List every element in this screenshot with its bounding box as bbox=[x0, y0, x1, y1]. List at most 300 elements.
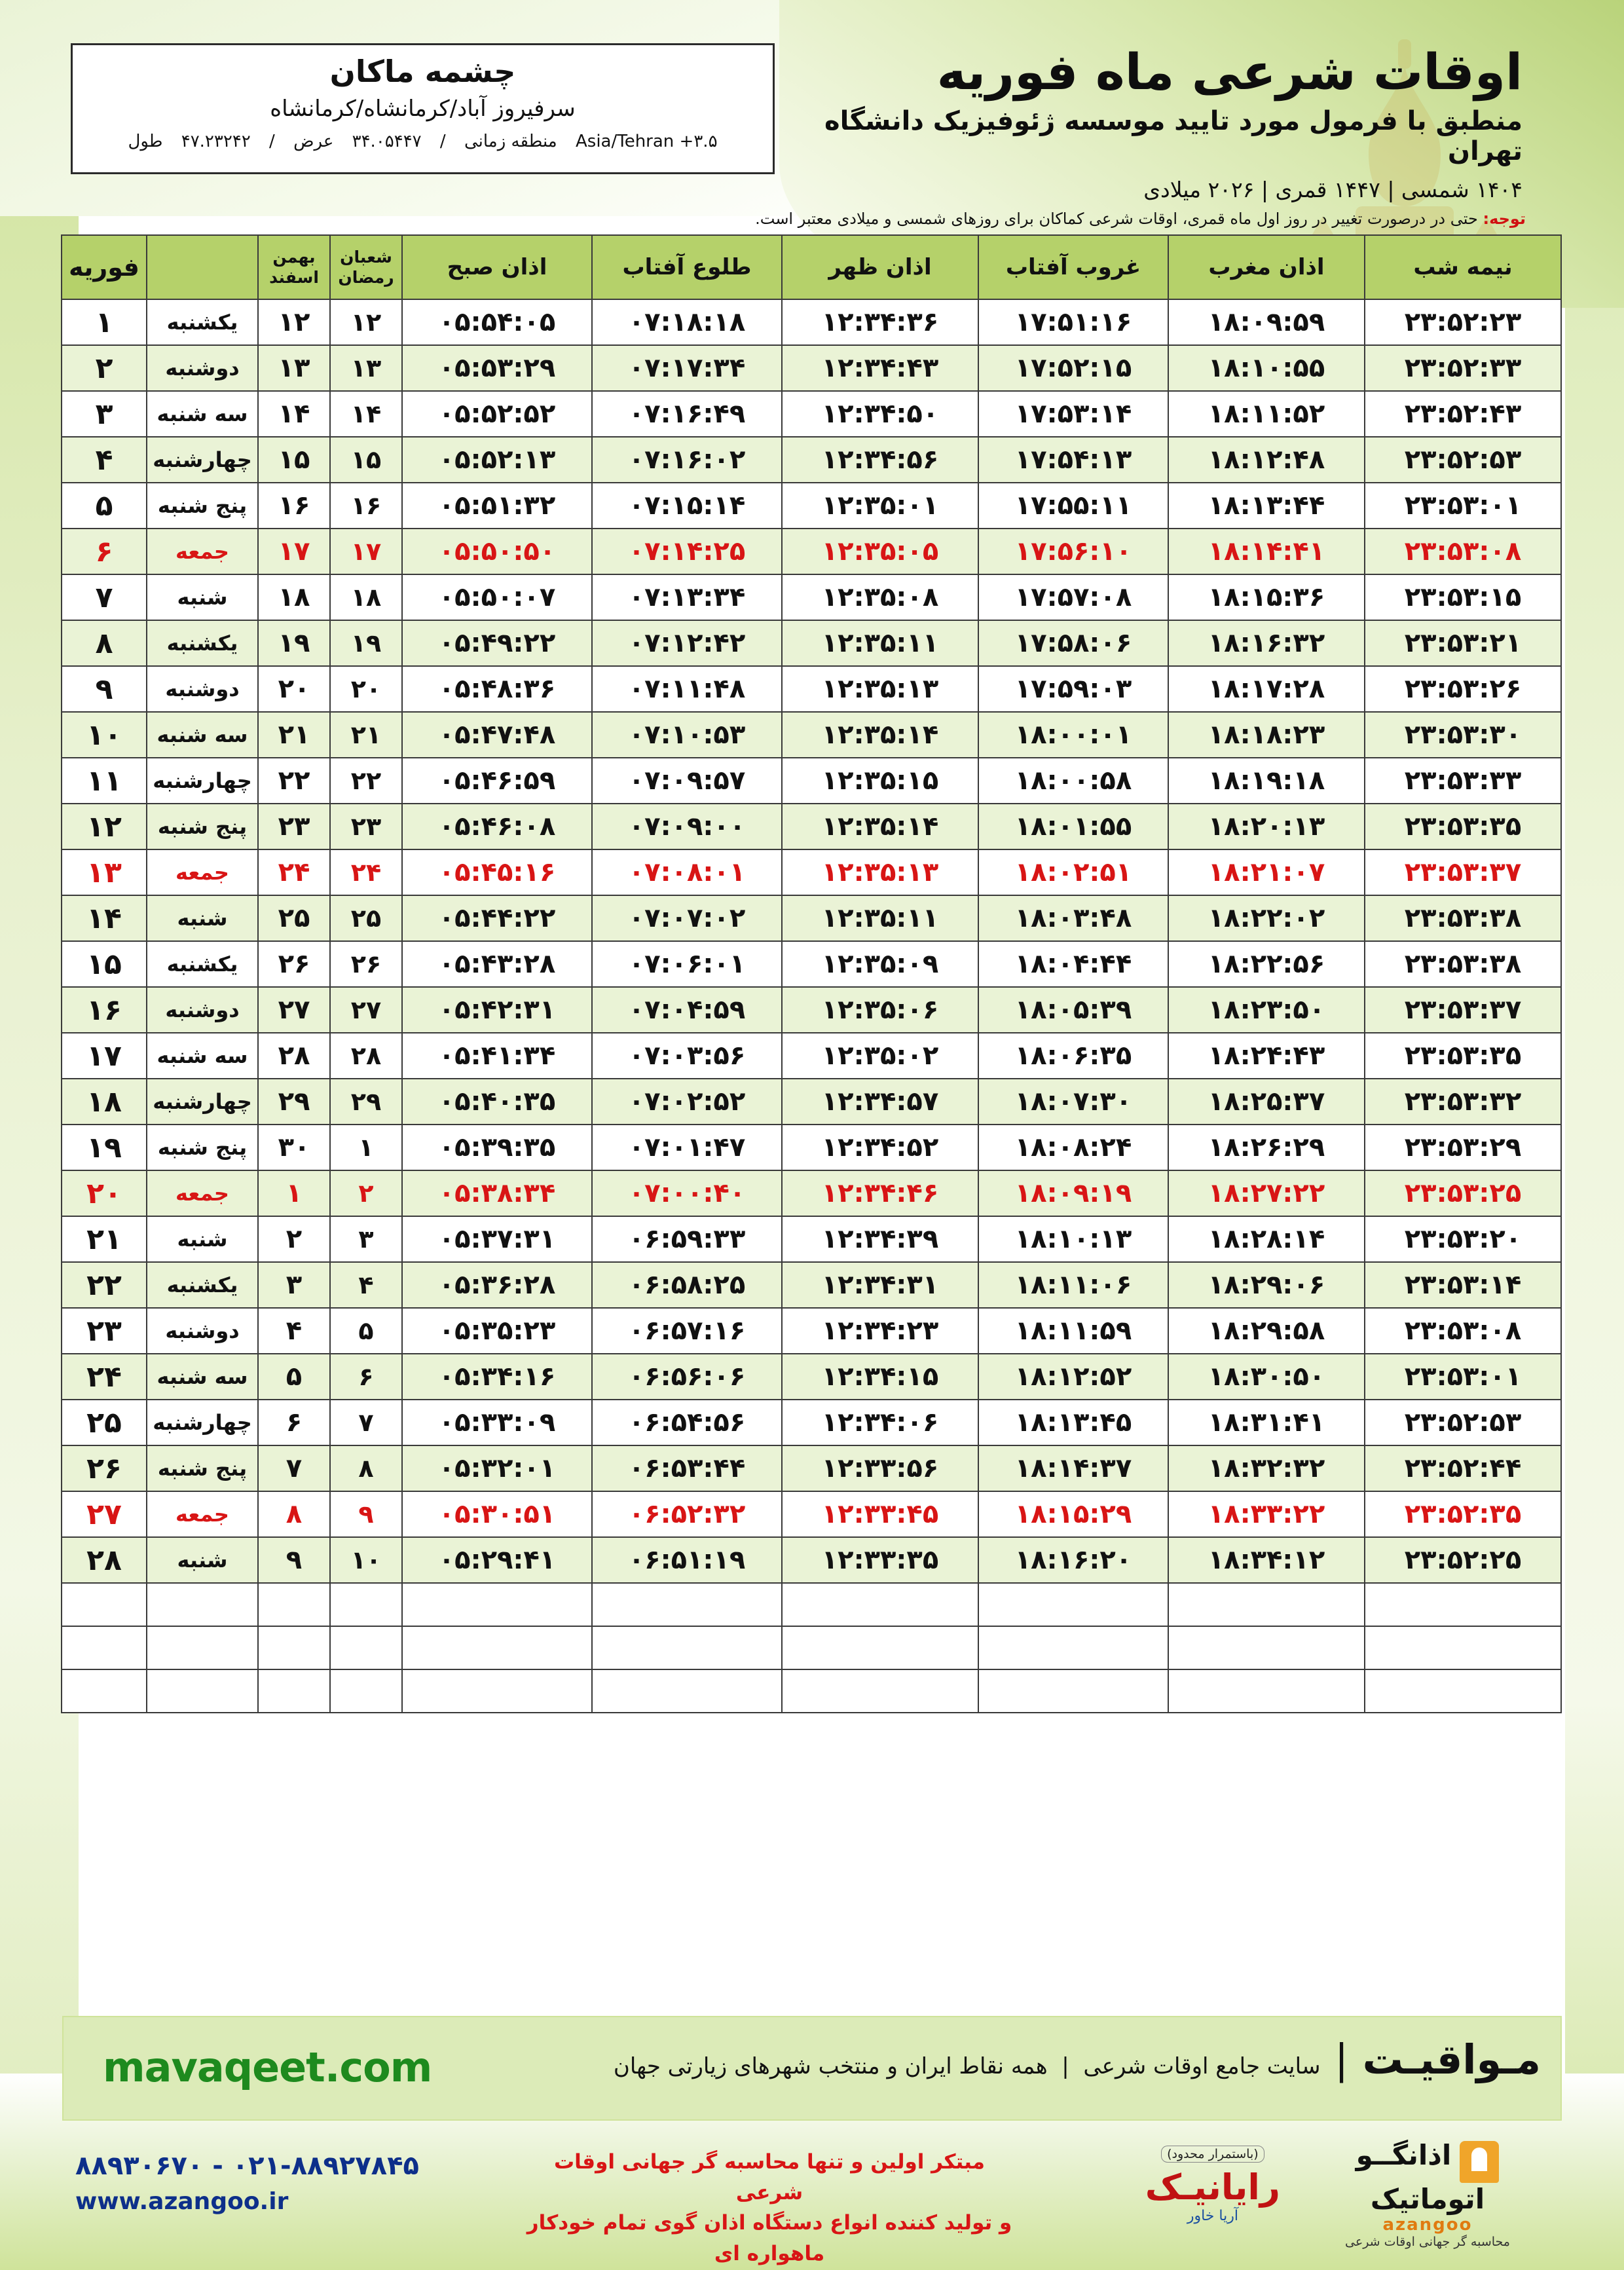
time-nime-shab: ۲۳:۵۳:۱۵ bbox=[1365, 574, 1561, 620]
hijri-date: ۲۰ bbox=[330, 666, 402, 712]
time-nime-shab: ۲۳:۵۳:۲۹ bbox=[1365, 1125, 1561, 1170]
table-row bbox=[62, 620, 1561, 666]
time-nime-shab: ۲۳:۵۲:۳۵ bbox=[1365, 1491, 1561, 1537]
brand-fa-mid: سایت جامع اوقات شرعی bbox=[1083, 2053, 1321, 2079]
col-header-azan-zohr: اذان ظهر bbox=[782, 235, 978, 299]
time-azan-maghreb: ۱۸:۱۶:۳۲ bbox=[1168, 620, 1365, 666]
azangoo-tagline: محاسبه گر جهانی اوقات شرعی bbox=[1345, 2234, 1510, 2249]
time-nime-shab: ۲۳:۵۳:۱۴ bbox=[1365, 1262, 1561, 1308]
day-name: جمعه bbox=[147, 529, 258, 574]
time-azan-sobh: ۰۵:۵۲:۱۳ bbox=[402, 437, 592, 483]
time-azan-sobh: ۰۵:۴۵:۱۶ bbox=[402, 849, 592, 895]
time-azan-zohr: ۱۲:۳۵:۱۴ bbox=[782, 712, 978, 758]
time-nime-shab: ۲۳:۵۲:۲۵ bbox=[1365, 1537, 1561, 1583]
hijri-date: ۳ bbox=[330, 1216, 402, 1262]
hijri-date: ۲۵ bbox=[330, 895, 402, 941]
time-azan-zohr: ۱۲:۳۵:۱۵ bbox=[782, 758, 978, 804]
longitude-label: طول bbox=[128, 131, 163, 151]
february-date: ۱۰ bbox=[62, 712, 147, 758]
time-ghorub-aftab: ۱۸:۱۰:۱۳ bbox=[978, 1216, 1168, 1262]
time-ghorub-aftab: ۱۸:۰۲:۵۱ bbox=[978, 849, 1168, 895]
time-tolue-aftab: ۰۷:۱۲:۴۲ bbox=[592, 620, 782, 666]
latitude-value: ۳۴.۰۵۴۴۷ bbox=[352, 131, 422, 151]
hijri-date: ۱ bbox=[330, 1125, 402, 1170]
time-tolue-aftab: ۰۷:۱۰:۵۳ bbox=[592, 712, 782, 758]
azangoo-name-fa: اذانگــو اتوماتیک bbox=[1356, 2139, 1485, 2215]
table-row bbox=[62, 1216, 1561, 1262]
col-header-tolue-aftab: طلوع آفتاب bbox=[592, 235, 782, 299]
time-azan-maghreb: ۱۸:۲۲:۰۲ bbox=[1168, 895, 1365, 941]
time-azan-zohr: ۱۲:۳۵:۱۱ bbox=[782, 895, 978, 941]
shamsi-date: ۱ bbox=[258, 1170, 330, 1216]
time-tolue-aftab: ۰۷:۰۶:۰۱ bbox=[592, 941, 782, 987]
shamsi-date: ۱۲ bbox=[258, 299, 330, 345]
azangoo-name-en: azangoo bbox=[1382, 2214, 1473, 2235]
time-tolue-aftab: ۰۷:۰۹:۰۰ bbox=[592, 804, 782, 849]
day-name: جمعه bbox=[147, 849, 258, 895]
time-nime-shab: ۲۳:۵۳:۰۱ bbox=[1365, 483, 1561, 529]
hijri-date: ۲۱ bbox=[330, 712, 402, 758]
empty-cell bbox=[978, 1583, 1168, 1626]
time-ghorub-aftab: ۱۸:۰۵:۳۹ bbox=[978, 987, 1168, 1033]
time-azan-zohr: ۱۲:۳۳:۳۵ bbox=[782, 1537, 978, 1583]
col-header-nime-shab: نیمه شب bbox=[1365, 235, 1561, 299]
hijri-date: ۲۸ bbox=[330, 1033, 402, 1079]
time-nime-shab: ۲۳:۵۳:۳۵ bbox=[1365, 804, 1561, 849]
time-nime-shab: ۲۳:۵۲:۳۳ bbox=[1365, 345, 1561, 391]
time-azan-zohr: ۱۲:۳۵:۱۱ bbox=[782, 620, 978, 666]
shamsi-date: ۱۳ bbox=[258, 345, 330, 391]
empty-cell bbox=[402, 1583, 592, 1626]
empty-cell bbox=[592, 1583, 782, 1626]
day-name: جمعه bbox=[147, 1491, 258, 1537]
time-ghorub-aftab: ۱۷:۵۱:۱۶ bbox=[978, 299, 1168, 345]
time-ghorub-aftab: ۱۸:۰۰:۰۱ bbox=[978, 712, 1168, 758]
shamsi-month-bottom: اسفند bbox=[269, 268, 319, 287]
day-name: یکشنبه bbox=[147, 299, 258, 345]
time-tolue-aftab: ۰۷:۰۴:۵۹ bbox=[592, 987, 782, 1033]
time-azan-zohr: ۱۲:۳۴:۰۶ bbox=[782, 1400, 978, 1445]
time-ghorub-aftab: ۱۸:۱۱:۵۹ bbox=[978, 1308, 1168, 1354]
february-date: ۱۶ bbox=[62, 987, 147, 1033]
time-ghorub-aftab: ۱۷:۵۴:۱۳ bbox=[978, 437, 1168, 483]
day-name: پنج شنبه bbox=[147, 1125, 258, 1170]
time-ghorub-aftab: ۱۷:۵۷:۰۸ bbox=[978, 574, 1168, 620]
time-tolue-aftab: ۰۷:۱۸:۱۸ bbox=[592, 299, 782, 345]
time-nime-shab: ۲۳:۵۳:۳۵ bbox=[1365, 1033, 1561, 1079]
day-name: دوشنبه bbox=[147, 1308, 258, 1354]
day-name: سه شنبه bbox=[147, 712, 258, 758]
table-row bbox=[62, 1125, 1561, 1170]
february-date: ۲۳ bbox=[62, 1308, 147, 1354]
time-nime-shab: ۲۳:۵۲:۴۴ bbox=[1365, 1445, 1561, 1491]
february-date: ۱۴ bbox=[62, 895, 147, 941]
table-row-empty bbox=[62, 1626, 1561, 1669]
location-title: چشمه ماکان bbox=[329, 54, 516, 89]
time-ghorub-aftab: ۱۷:۵۶:۱۰ bbox=[978, 529, 1168, 574]
day-name: شنبه bbox=[147, 895, 258, 941]
february-date: ۲۵ bbox=[62, 1400, 147, 1445]
page-subtitle: منطبق با فرمول مورد تایید موسسه ژئوفیزیک دانشگاه تهران bbox=[824, 105, 1522, 166]
shamsi-date: ۳۰ bbox=[258, 1125, 330, 1170]
february-date: ۵ bbox=[62, 483, 147, 529]
table-row bbox=[62, 1445, 1561, 1491]
time-azan-zohr: ۱۲:۳۴:۴۳ bbox=[782, 345, 978, 391]
shamsi-date: ۲۹ bbox=[258, 1079, 330, 1125]
time-azan-maghreb: ۱۸:۱۴:۴۱ bbox=[1168, 529, 1365, 574]
shamsi-date: ۲۴ bbox=[258, 849, 330, 895]
table-row bbox=[62, 1170, 1561, 1216]
time-azan-sobh: ۰۵:۵۲:۵۲ bbox=[402, 391, 592, 437]
brand-website-link[interactable]: mavaqeet.com bbox=[103, 2043, 432, 2091]
table-body bbox=[62, 299, 1561, 1713]
time-ghorub-aftab: ۱۸:۱۴:۳۷ bbox=[978, 1445, 1168, 1491]
table-row bbox=[62, 804, 1561, 849]
time-azan-sobh: ۰۵:۴۲:۳۱ bbox=[402, 987, 592, 1033]
latitude-label: عرض bbox=[293, 131, 334, 151]
time-azan-maghreb: ۱۸:۲۱:۰۷ bbox=[1168, 849, 1365, 895]
rayaneek-top-label: (باستمرار محدود) bbox=[1161, 2146, 1264, 2163]
february-date: ۲۰ bbox=[62, 1170, 147, 1216]
day-name: شنبه bbox=[147, 1537, 258, 1583]
february-date: ۱۲ bbox=[62, 804, 147, 849]
time-azan-sobh: ۰۵:۳۹:۳۵ bbox=[402, 1125, 592, 1170]
table-row bbox=[62, 437, 1561, 483]
time-azan-zohr: ۱۲:۳۴:۴۶ bbox=[782, 1170, 978, 1216]
hijri-date: ۱۰ bbox=[330, 1537, 402, 1583]
time-ghorub-aftab: ۱۸:۰۹:۱۹ bbox=[978, 1170, 1168, 1216]
calendar-dates: ۱۴۰۴ شمسی | ۱۴۴۷ قمری | ۲۰۲۶ میلادی bbox=[1143, 176, 1522, 202]
shamsi-date: ۴ bbox=[258, 1308, 330, 1354]
decorative-right-band bbox=[1565, 0, 1624, 2270]
col-header-hijri bbox=[330, 235, 402, 299]
time-azan-zohr: ۱۲:۳۴:۳۶ bbox=[782, 299, 978, 345]
table-row bbox=[62, 345, 1561, 391]
time-ghorub-aftab: ۱۸:۰۴:۴۴ bbox=[978, 941, 1168, 987]
time-azan-sobh: ۰۵:۵۱:۳۲ bbox=[402, 483, 592, 529]
time-nime-shab: ۲۳:۵۳:۳۲ bbox=[1365, 1079, 1561, 1125]
empty-cell bbox=[258, 1669, 330, 1713]
day-name: پنج شنبه bbox=[147, 483, 258, 529]
empty-cell bbox=[258, 1626, 330, 1669]
time-ghorub-aftab: ۱۸:۱۳:۴۵ bbox=[978, 1400, 1168, 1445]
day-name: چهارشنبه bbox=[147, 1400, 258, 1445]
time-tolue-aftab: ۰۷:۱۳:۳۴ bbox=[592, 574, 782, 620]
time-tolue-aftab: ۰۷:۰۹:۵۷ bbox=[592, 758, 782, 804]
note-line bbox=[98, 210, 1526, 228]
day-name: یکشنبه bbox=[147, 1262, 258, 1308]
time-azan-maghreb: ۱۸:۲۳:۵۰ bbox=[1168, 987, 1365, 1033]
day-name: سه شنبه bbox=[147, 1033, 258, 1079]
azangoo-website-link[interactable]: www.azangoo.ir bbox=[75, 2188, 289, 2215]
february-date: ۱ bbox=[62, 299, 147, 345]
time-azan-sobh: ۰۵:۳۴:۱۶ bbox=[402, 1354, 592, 1400]
time-azan-maghreb: ۱۸:۲۰:۱۳ bbox=[1168, 804, 1365, 849]
time-azan-maghreb: ۱۸:۱۲:۴۸ bbox=[1168, 437, 1365, 483]
hijri-month-bottom: رمضان bbox=[338, 268, 394, 287]
time-ghorub-aftab: ۱۸:۰۷:۳۰ bbox=[978, 1079, 1168, 1125]
time-azan-zohr: ۱۲:۳۵:۰۶ bbox=[782, 987, 978, 1033]
time-nime-shab: ۲۳:۵۲:۵۳ bbox=[1365, 1400, 1561, 1445]
empty-cell bbox=[62, 1583, 147, 1626]
day-name: چهارشنبه bbox=[147, 1079, 258, 1125]
february-date: ۶ bbox=[62, 529, 147, 574]
february-date: ۲۸ bbox=[62, 1537, 147, 1583]
empty-cell bbox=[147, 1583, 258, 1626]
rayaneek-name: رایانیـک bbox=[1145, 2167, 1280, 2208]
shamsi-date: ۲۸ bbox=[258, 1033, 330, 1079]
rayaneek-sub: آریا خاور bbox=[1187, 2208, 1238, 2224]
time-azan-sobh: ۰۵:۳۲:۰۱ bbox=[402, 1445, 592, 1491]
time-tolue-aftab: ۰۷:۰۷:۰۲ bbox=[592, 895, 782, 941]
shamsi-date: ۲۶ bbox=[258, 941, 330, 987]
time-azan-sobh: ۰۵:۴۱:۳۴ bbox=[402, 1033, 592, 1079]
shamsi-date: ۱۴ bbox=[258, 391, 330, 437]
speaker-icon bbox=[1460, 2141, 1499, 2183]
table-row bbox=[62, 1354, 1561, 1400]
contact-block bbox=[75, 2147, 419, 2219]
rayaneek-logo bbox=[1145, 2146, 1280, 2224]
time-azan-zohr: ۱۲:۳۴:۳۹ bbox=[782, 1216, 978, 1262]
february-date: ۱۵ bbox=[62, 941, 147, 987]
time-azan-sobh: ۰۵:۴۷:۴۸ bbox=[402, 712, 592, 758]
time-azan-sobh: ۰۵:۵۰:۰۷ bbox=[402, 574, 592, 620]
col-header-azan-maghreb: اذان مغرب bbox=[1168, 235, 1365, 299]
day-name: پنج شنبه bbox=[147, 1445, 258, 1491]
hijri-date: ۷ bbox=[330, 1400, 402, 1445]
time-nime-shab: ۲۳:۵۲:۲۳ bbox=[1365, 299, 1561, 345]
table-row bbox=[62, 483, 1561, 529]
empty-cell bbox=[1168, 1583, 1365, 1626]
table-row-empty bbox=[62, 1583, 1561, 1626]
table-row bbox=[62, 1262, 1561, 1308]
empty-cell bbox=[402, 1669, 592, 1713]
time-azan-sobh: ۰۵:۲۹:۴۱ bbox=[402, 1537, 592, 1583]
time-azan-zohr: ۱۲:۳۴:۵۰ bbox=[782, 391, 978, 437]
day-name: شنبه bbox=[147, 1216, 258, 1262]
time-tolue-aftab: ۰۶:۵۳:۴۴ bbox=[592, 1445, 782, 1491]
table-row bbox=[62, 529, 1561, 574]
time-azan-maghreb: ۱۸:۳۳:۲۲ bbox=[1168, 1491, 1365, 1537]
time-tolue-aftab: ۰۷:۰۲:۵۲ bbox=[592, 1079, 782, 1125]
time-nime-shab: ۲۳:۵۳:۳۳ bbox=[1365, 758, 1561, 804]
time-ghorub-aftab: ۱۸:۰۰:۵۸ bbox=[978, 758, 1168, 804]
time-nime-shab: ۲۳:۵۲:۵۳ bbox=[1365, 437, 1561, 483]
time-azan-maghreb: ۱۸:۲۷:۲۲ bbox=[1168, 1170, 1365, 1216]
time-azan-sobh: ۰۵:۳۰:۵۱ bbox=[402, 1491, 592, 1537]
empty-cell bbox=[978, 1626, 1168, 1669]
february-date: ۲۷ bbox=[62, 1491, 147, 1537]
shamsi-date: ۲۰ bbox=[258, 666, 330, 712]
empty-cell bbox=[1365, 1669, 1561, 1713]
day-name: چهارشنبه bbox=[147, 758, 258, 804]
day-name: دوشنبه bbox=[147, 666, 258, 712]
time-ghorub-aftab: ۱۸:۰۸:۲۴ bbox=[978, 1125, 1168, 1170]
empty-cell bbox=[330, 1626, 402, 1669]
time-azan-sobh: ۰۵:۴۳:۲۸ bbox=[402, 941, 592, 987]
hijri-date: ۶ bbox=[330, 1354, 402, 1400]
table-row-empty bbox=[62, 1669, 1561, 1713]
time-ghorub-aftab: ۱۷:۵۹:۰۳ bbox=[978, 666, 1168, 712]
february-date: ۱۳ bbox=[62, 849, 147, 895]
time-azan-sobh: ۰۵:۴۰:۳۵ bbox=[402, 1079, 592, 1125]
time-azan-zohr: ۱۲:۳۴:۲۳ bbox=[782, 1308, 978, 1354]
time-nime-shab: ۲۳:۵۳:۰۸ bbox=[1365, 529, 1561, 574]
prayer-times-table-wrap bbox=[62, 234, 1562, 1713]
table-row bbox=[62, 1308, 1561, 1354]
timezone-label: منطقه زمانی bbox=[464, 131, 557, 151]
hijri-date: ۱۳ bbox=[330, 345, 402, 391]
february-date: ۲۴ bbox=[62, 1354, 147, 1400]
footer-bottom bbox=[62, 2134, 1562, 2265]
empty-cell bbox=[147, 1669, 258, 1713]
hijri-month-top: شعبان bbox=[340, 247, 392, 267]
time-azan-zohr: ۱۲:۳۴:۵۶ bbox=[782, 437, 978, 483]
shamsi-date: ۱۵ bbox=[258, 437, 330, 483]
azangoo-logo bbox=[1320, 2139, 1536, 2249]
table-row bbox=[62, 849, 1561, 895]
time-azan-maghreb: ۱۸:۱۳:۴۴ bbox=[1168, 483, 1365, 529]
time-azan-sobh: ۰۵:۴۶:۰۸ bbox=[402, 804, 592, 849]
empty-cell bbox=[62, 1669, 147, 1713]
table-row bbox=[62, 299, 1561, 345]
time-ghorub-aftab: ۱۸:۱۵:۲۹ bbox=[978, 1491, 1168, 1537]
table-row bbox=[62, 1491, 1561, 1537]
time-azan-sobh: ۰۵:۳۳:۰۹ bbox=[402, 1400, 592, 1445]
empty-cell bbox=[1168, 1669, 1365, 1713]
shamsi-month-top: بهمن bbox=[272, 247, 316, 267]
shamsi-date: ۵ bbox=[258, 1354, 330, 1400]
time-tolue-aftab: ۰۷:۱۷:۳۴ bbox=[592, 345, 782, 391]
shamsi-date: ۱۸ bbox=[258, 574, 330, 620]
time-azan-sobh: ۰۵:۴۶:۵۹ bbox=[402, 758, 592, 804]
time-tolue-aftab: ۰۷:۰۰:۴۰ bbox=[592, 1170, 782, 1216]
table-row bbox=[62, 1079, 1561, 1125]
time-nime-shab: ۲۳:۵۳:۳۷ bbox=[1365, 849, 1561, 895]
day-name: جمعه bbox=[147, 1170, 258, 1216]
prayer-times-table bbox=[61, 234, 1562, 1713]
time-azan-zohr: ۱۲:۳۵:۰۸ bbox=[782, 574, 978, 620]
shamsi-date: ۱۶ bbox=[258, 483, 330, 529]
february-date: ۹ bbox=[62, 666, 147, 712]
time-azan-maghreb: ۱۸:۲۹:۵۸ bbox=[1168, 1308, 1365, 1354]
empty-cell bbox=[330, 1669, 402, 1713]
february-date: ۱۷ bbox=[62, 1033, 147, 1079]
shamsi-date: ۲۷ bbox=[258, 987, 330, 1033]
hijri-date: ۲۹ bbox=[330, 1079, 402, 1125]
hijri-date: ۴ bbox=[330, 1262, 402, 1308]
day-name: دوشنبه bbox=[147, 987, 258, 1033]
time-azan-sobh: ۰۵:۳۷:۳۱ bbox=[402, 1216, 592, 1262]
header bbox=[802, 43, 1522, 202]
empty-cell bbox=[782, 1583, 978, 1626]
time-azan-zohr: ۱۲:۳۴:۵۷ bbox=[782, 1079, 978, 1125]
tagline-block bbox=[521, 2147, 1018, 2269]
time-azan-zohr: ۱۲:۳۵:۱۳ bbox=[782, 849, 978, 895]
time-ghorub-aftab: ۱۸:۰۱:۵۵ bbox=[978, 804, 1168, 849]
shamsi-date: ۶ bbox=[258, 1400, 330, 1445]
time-nime-shab: ۲۳:۵۳:۳۷ bbox=[1365, 987, 1561, 1033]
time-azan-maghreb: ۱۸:۲۹:۰۶ bbox=[1168, 1262, 1365, 1308]
time-azan-sobh: ۰۵:۴۴:۲۲ bbox=[402, 895, 592, 941]
hijri-date: ۱۲ bbox=[330, 299, 402, 345]
hijri-date: ۹ bbox=[330, 1491, 402, 1537]
time-azan-sobh: ۰۵:۵۳:۲۹ bbox=[402, 345, 592, 391]
col-header-ghorub-aftab: غروب آفتاب bbox=[978, 235, 1168, 299]
hijri-date: ۱۶ bbox=[330, 483, 402, 529]
time-azan-maghreb: ۱۸:۲۵:۳۷ bbox=[1168, 1079, 1365, 1125]
table-row bbox=[62, 895, 1561, 941]
hijri-date: ۲۷ bbox=[330, 987, 402, 1033]
hijri-date: ۱۹ bbox=[330, 620, 402, 666]
empty-cell bbox=[978, 1669, 1168, 1713]
time-azan-maghreb: ۱۸:۲۲:۵۶ bbox=[1168, 941, 1365, 987]
table-row bbox=[62, 574, 1561, 620]
time-ghorub-aftab: ۱۸:۱۲:۵۲ bbox=[978, 1354, 1168, 1400]
hijri-date: ۱۷ bbox=[330, 529, 402, 574]
time-nime-shab: ۲۳:۵۳:۳۸ bbox=[1365, 941, 1561, 987]
hijri-date: ۲۳ bbox=[330, 804, 402, 849]
empty-cell bbox=[147, 1626, 258, 1669]
time-azan-maghreb: ۱۸:۲۴:۴۳ bbox=[1168, 1033, 1365, 1079]
day-name: چهارشنبه bbox=[147, 437, 258, 483]
location-box bbox=[71, 43, 775, 174]
empty-cell bbox=[62, 1626, 147, 1669]
time-azan-maghreb: ۱۸:۰۹:۵۹ bbox=[1168, 299, 1365, 345]
time-azan-maghreb: ۱۸:۲۸:۱۴ bbox=[1168, 1216, 1365, 1262]
shamsi-date: ۱۷ bbox=[258, 529, 330, 574]
time-tolue-aftab: ۰۶:۵۶:۰۶ bbox=[592, 1354, 782, 1400]
february-date: ۷ bbox=[62, 574, 147, 620]
time-azan-maghreb: ۱۸:۳۰:۵۰ bbox=[1168, 1354, 1365, 1400]
empty-cell bbox=[1365, 1626, 1561, 1669]
hijri-date: ۲ bbox=[330, 1170, 402, 1216]
shamsi-date: ۹ bbox=[258, 1537, 330, 1583]
table-row bbox=[62, 941, 1561, 987]
brand-sep-2: | bbox=[1061, 2053, 1069, 2079]
time-tolue-aftab: ۰۶:۵۱:۱۹ bbox=[592, 1537, 782, 1583]
time-azan-zohr: ۱۲:۳۵:۰۵ bbox=[782, 529, 978, 574]
february-date: ۲ bbox=[62, 345, 147, 391]
time-ghorub-aftab: ۱۷:۵۵:۱۱ bbox=[978, 483, 1168, 529]
day-name: سه شنبه bbox=[147, 1354, 258, 1400]
time-azan-zohr: ۱۲:۳۴:۱۵ bbox=[782, 1354, 978, 1400]
shamsi-date: ۸ bbox=[258, 1491, 330, 1537]
time-nime-shab: ۲۳:۵۳:۳۸ bbox=[1365, 895, 1561, 941]
empty-cell bbox=[1168, 1626, 1365, 1669]
time-nime-shab: ۲۳:۵۳:۰۸ bbox=[1365, 1308, 1561, 1354]
time-ghorub-aftab: ۱۸:۰۳:۴۸ bbox=[978, 895, 1168, 941]
empty-cell bbox=[592, 1626, 782, 1669]
timezone-value: Asia/Tehran +۳.۵ bbox=[576, 131, 718, 151]
time-azan-maghreb: ۱۸:۲۶:۲۹ bbox=[1168, 1125, 1365, 1170]
hijri-date: ۸ bbox=[330, 1445, 402, 1491]
time-tolue-aftab: ۰۷:۱۴:۲۵ bbox=[592, 529, 782, 574]
shamsi-date: ۲۳ bbox=[258, 804, 330, 849]
february-date: ۳ bbox=[62, 391, 147, 437]
brand-sep-1: | bbox=[1335, 2036, 1348, 2083]
hijri-date: ۱۸ bbox=[330, 574, 402, 620]
day-name: پنج شنبه bbox=[147, 804, 258, 849]
time-azan-maghreb: ۱۸:۳۴:۱۲ bbox=[1168, 1537, 1365, 1583]
footer-brand-band bbox=[62, 2016, 1562, 2121]
time-tolue-aftab: ۰۷:۱۵:۱۴ bbox=[592, 483, 782, 529]
time-nime-shab: ۲۳:۵۳:۲۱ bbox=[1365, 620, 1561, 666]
tagline-line-2: و تولید کننده انواع دستگاه اذان گوی تمام خودکار ماهواره ای bbox=[526, 2211, 1012, 2265]
time-azan-zohr: ۱۲:۳۵:۰۱ bbox=[782, 483, 978, 529]
time-nime-shab: ۲۳:۵۲:۴۳ bbox=[1365, 391, 1561, 437]
time-azan-sobh: ۰۵:۵۴:۰۵ bbox=[402, 299, 592, 345]
